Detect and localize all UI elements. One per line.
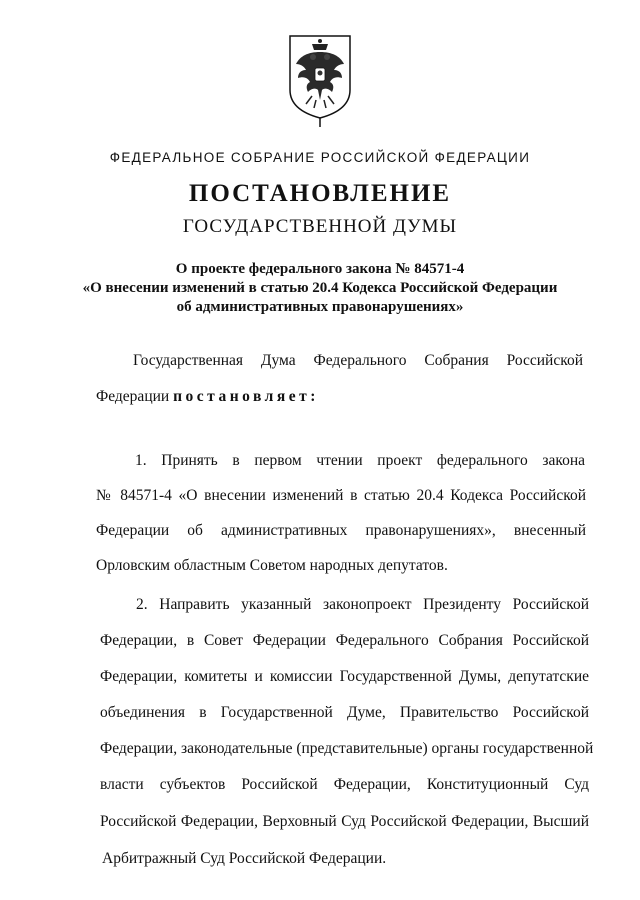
item-1-line: № 84571-4 «О внесении изменений в статью 20.4 Кодекса Российской <box>96 487 586 504</box>
item-2-line: Федерации, в Совет Федерации Федерального Собрания Российской <box>100 632 589 649</box>
law-title-line: «О внесении изменений в статью 20.4 Кодекса Российской Федерации <box>82 280 558 296</box>
law-title <box>70 260 570 317</box>
item-1-line: 1. Принять в первом чтении проект федерального закона <box>135 452 585 469</box>
preamble-text: Федерации <box>96 388 174 405</box>
item-1-line: Федерации об административных правонарушениях», внесенный <box>96 522 586 539</box>
item-2-line: 2. Направить указанный законопроект Президенту Российской <box>136 596 589 613</box>
federal-assembly-heading: ФЕДЕРАЛЬНОЕ СОБРАНИЕ РОССИЙСКОЙ ФЕДЕРАЦИИ <box>109 150 531 165</box>
issuing-body-subtitle: ГОСУДАРСТВЕННОЙ ДУМЫ <box>182 216 458 237</box>
preamble-line <box>96 388 588 406</box>
item-2-line: власти субъектов Российской Федерации, Конституционный Суд <box>100 776 589 793</box>
coat-of-arms-emblem <box>286 30 354 128</box>
preamble-line: Государственная Дума Федерального Собрания Российской <box>133 352 583 369</box>
resolves-word: постановляет: <box>173 388 319 405</box>
item-1-line: Орловским областным Советом народных депутатов. <box>96 557 448 574</box>
document-type-title: ПОСТАНОВЛЕНИЕ <box>188 180 452 207</box>
item-2-line: Российской Федерации, Верховный Суд Российской Федерации, Высший <box>100 813 589 830</box>
item-2-line: объединения в Государственной Думе, Правительство Российской <box>100 704 589 721</box>
item-2-line: Арбитражный Суд Российской Федерации. <box>102 850 387 867</box>
law-title-line: об административных правонарушениях» <box>176 299 464 315</box>
law-title-line: О проекте федерального закона № 84571-4 <box>175 261 465 277</box>
item-2-line: Федерации, законодательные (представительные) органы государственной <box>100 740 594 757</box>
item-2-line: Федерации, комитеты и комиссии Государственной Думы, депутатские <box>100 668 589 685</box>
